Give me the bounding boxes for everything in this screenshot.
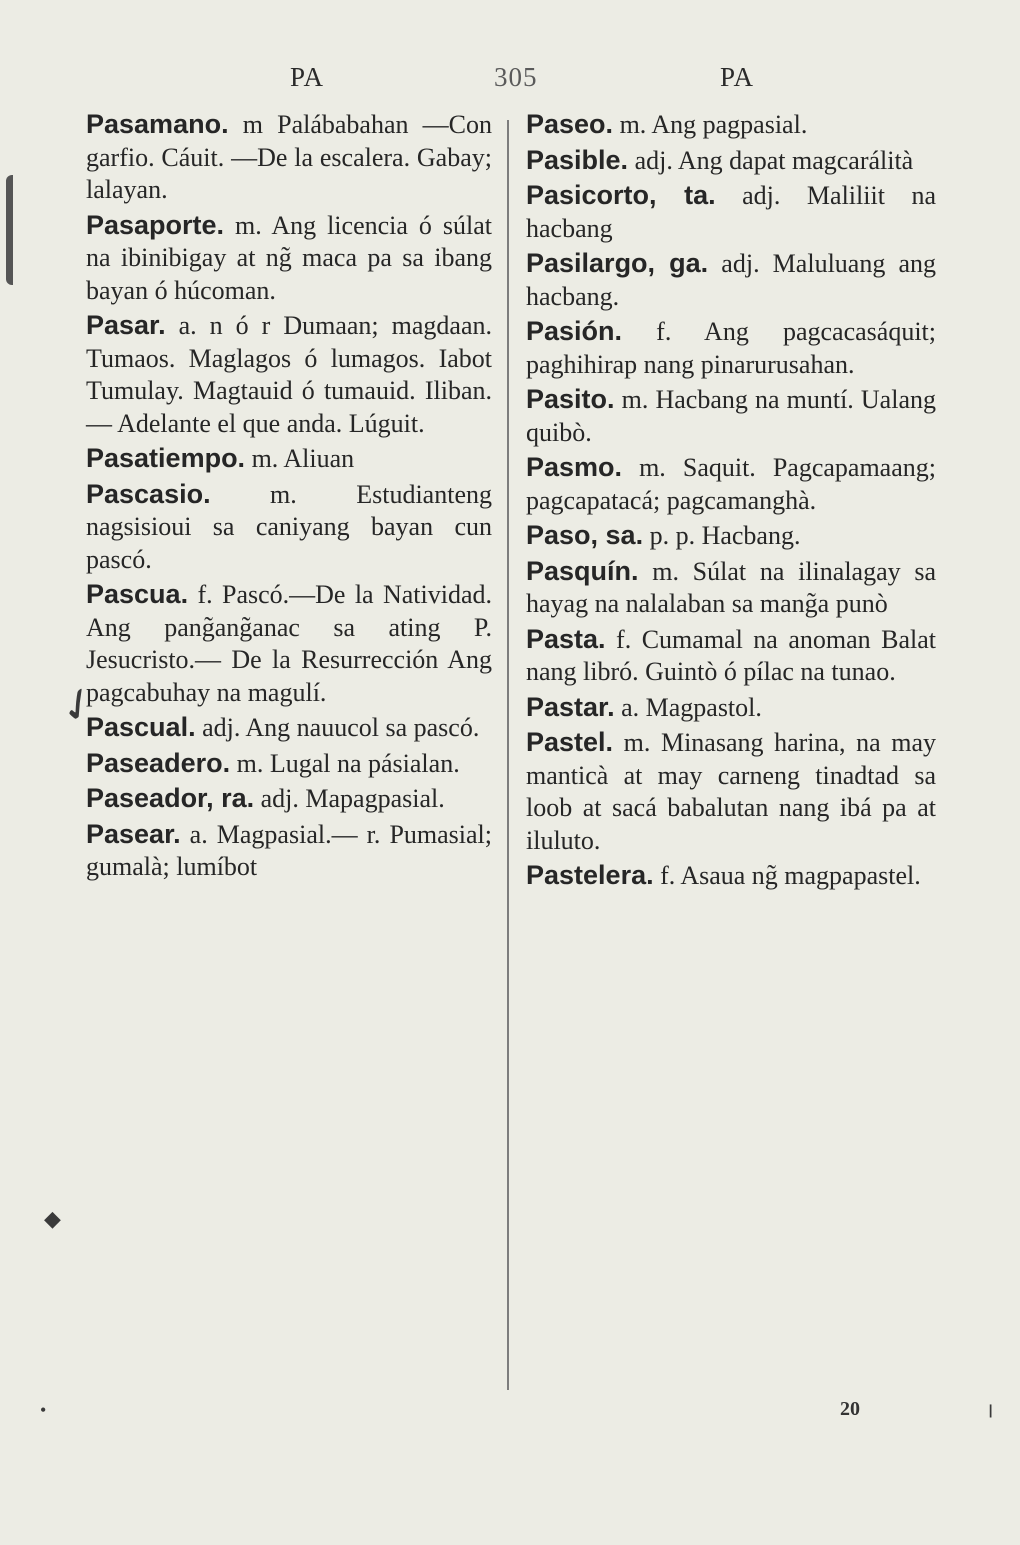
page-number: 305 xyxy=(494,62,538,92)
entry-headword: Pastelera. xyxy=(526,860,654,890)
dictionary-entry xyxy=(526,247,936,313)
column-divider xyxy=(507,120,509,1390)
entry-definition: adj. Maluluang ang hacbang. xyxy=(526,249,936,311)
dictionary-entry xyxy=(86,818,492,884)
entry-headword: Pasaporte. xyxy=(86,209,225,240)
dictionary-entry xyxy=(526,315,936,381)
running-head-left: PA xyxy=(290,62,325,92)
entry-definition: m. Saquit. Pagcapamaang; pagcapatacá; pagcamanghà. xyxy=(526,453,936,515)
entry-headword: Pasquín. xyxy=(526,555,639,586)
dictionary-entry xyxy=(86,711,492,745)
entry-definition: adj. Ang nauucol sa pascó. xyxy=(195,713,480,742)
entry-headword: Pascasio. xyxy=(86,478,211,509)
entry-headword: Pasicorto, ta. xyxy=(526,180,716,210)
dictionary-entry xyxy=(526,726,936,857)
right-column xyxy=(526,108,936,895)
dictionary-entry xyxy=(86,782,492,816)
margin-ink-mark: ╷ xyxy=(984,1392,998,1417)
margin-ink-mark: ◆ xyxy=(44,1206,61,1231)
entry-definition: p. p. Hacbang. xyxy=(643,521,801,550)
entry-headword: Pasamano. xyxy=(86,109,229,139)
margin-ink-mark xyxy=(6,175,27,285)
entry-headword: Paso, sa. xyxy=(526,520,644,550)
entry-headword: Pasito. xyxy=(526,384,615,414)
entry-headword: Pastar. xyxy=(526,691,615,722)
entry-headword: Pastel. xyxy=(526,727,614,757)
dictionary-entry xyxy=(526,691,936,725)
signature-mark: 20 xyxy=(840,1398,860,1420)
entry-definition: m. Hacbang na muntí. Ualang quibò. xyxy=(526,385,936,447)
entry-definition: a. n ó r Dumaan; magdaan. Tumaos. Maglagos ó lumagos. Iabot Tumulay. Magtauid ó tumauid. Iliban. — Adelante el que anda. Lúguit. xyxy=(86,311,492,438)
entry-definition: m. Minasang harina, na may manticà at may carneng tinadtad sa loob at sacá babalutan nang ibá pa at iluluto. xyxy=(526,728,936,855)
dictionary-entry xyxy=(86,108,492,207)
entry-headword: Pasatiempo. xyxy=(86,443,246,473)
entry-headword: Paseador, ra. xyxy=(86,783,255,813)
dictionary-entry xyxy=(86,209,492,308)
dictionary-entry xyxy=(86,578,492,709)
entry-definition: adj. Mapagpasial. xyxy=(254,784,445,813)
entry-definition: a. Magpasial.— r. Pumasial; gumalà; lumíbot xyxy=(86,819,492,881)
entry-headword: Pasear. xyxy=(86,818,181,849)
entry-definition: m. Súlat na ilinalagay sa hayag na nalalaban sa mang̃a punò xyxy=(526,556,936,618)
dictionary-entry xyxy=(526,519,936,553)
entry-definition: m. Ang pagpasial. xyxy=(613,110,808,139)
entry-definition: m. Ang licencia ó súlat na ibinibigay at ng̃ maca pa sa ibang bayan ó húcoman. xyxy=(86,210,492,305)
entry-definition: m. Aliuan xyxy=(245,444,355,473)
entry-headword: Pasilargo, ga. xyxy=(526,248,709,278)
entry-headword: Pasible. xyxy=(526,144,629,175)
dictionary-entry xyxy=(86,309,492,440)
entry-headword: Pasta. xyxy=(526,623,606,654)
dictionary-entry xyxy=(526,555,936,621)
entry-definition: adj. Ang dapat magcarálità xyxy=(628,145,914,175)
entry-headword: Pasión. xyxy=(526,316,623,346)
entry-definition: m. Estudianteng nagsisioui sa caniyang bayan cun pascó. xyxy=(86,479,492,574)
dictionary-entry xyxy=(526,179,936,245)
entry-definition: adj. Maliliit na hacbang xyxy=(526,181,936,243)
dictionary-entry xyxy=(526,383,936,449)
entry-headword: Pascua. xyxy=(86,579,189,609)
entry-definition: f. Ang pagcacasáquit; paghihirap nang pinarurusahan. xyxy=(526,317,936,379)
dictionary-entry xyxy=(86,442,492,476)
dictionary-entry xyxy=(86,478,492,577)
dictionary-entry xyxy=(526,451,936,517)
entry-headword: Pascual. xyxy=(86,712,196,742)
entry-definition: m Palábabahan —Con garfio. Cáuit. —De la escalera. Gabay; lalayan. xyxy=(86,110,492,204)
entry-definition: f. Cumamal na anoman Balat nang libró. Guintò ó pílac na tunao. xyxy=(526,624,936,686)
dictionary-entry xyxy=(526,623,936,689)
entry-definition: m. Lugal na pásialan. xyxy=(230,748,460,778)
dictionary-entry xyxy=(86,747,492,781)
entry-headword: Pasar. xyxy=(86,310,166,340)
entry-headword: Paseo. xyxy=(526,109,614,139)
dictionary-entry xyxy=(526,144,936,178)
entry-headword: Pasmo. xyxy=(526,452,623,482)
running-head-right: PA xyxy=(720,62,755,92)
entry-definition: a. Magpastol. xyxy=(614,692,762,722)
left-column xyxy=(86,108,492,886)
entry-definition: f. Pascó.—De la Natividad. Ang pang̃ang̃anac sa ating P. Jesucristo.— De la Resurrección Ang pagcabuhay na magulí. xyxy=(86,580,492,707)
margin-ink-mark: ✓ xyxy=(50,675,107,736)
dictionary-entry xyxy=(526,108,936,142)
dictionary-entry xyxy=(526,859,936,893)
entry-headword: Paseadero. xyxy=(86,747,231,778)
entry-definition: f. Asaua ng̃ magpapastel. xyxy=(653,861,921,890)
margin-ink-mark: • xyxy=(40,1400,47,1420)
